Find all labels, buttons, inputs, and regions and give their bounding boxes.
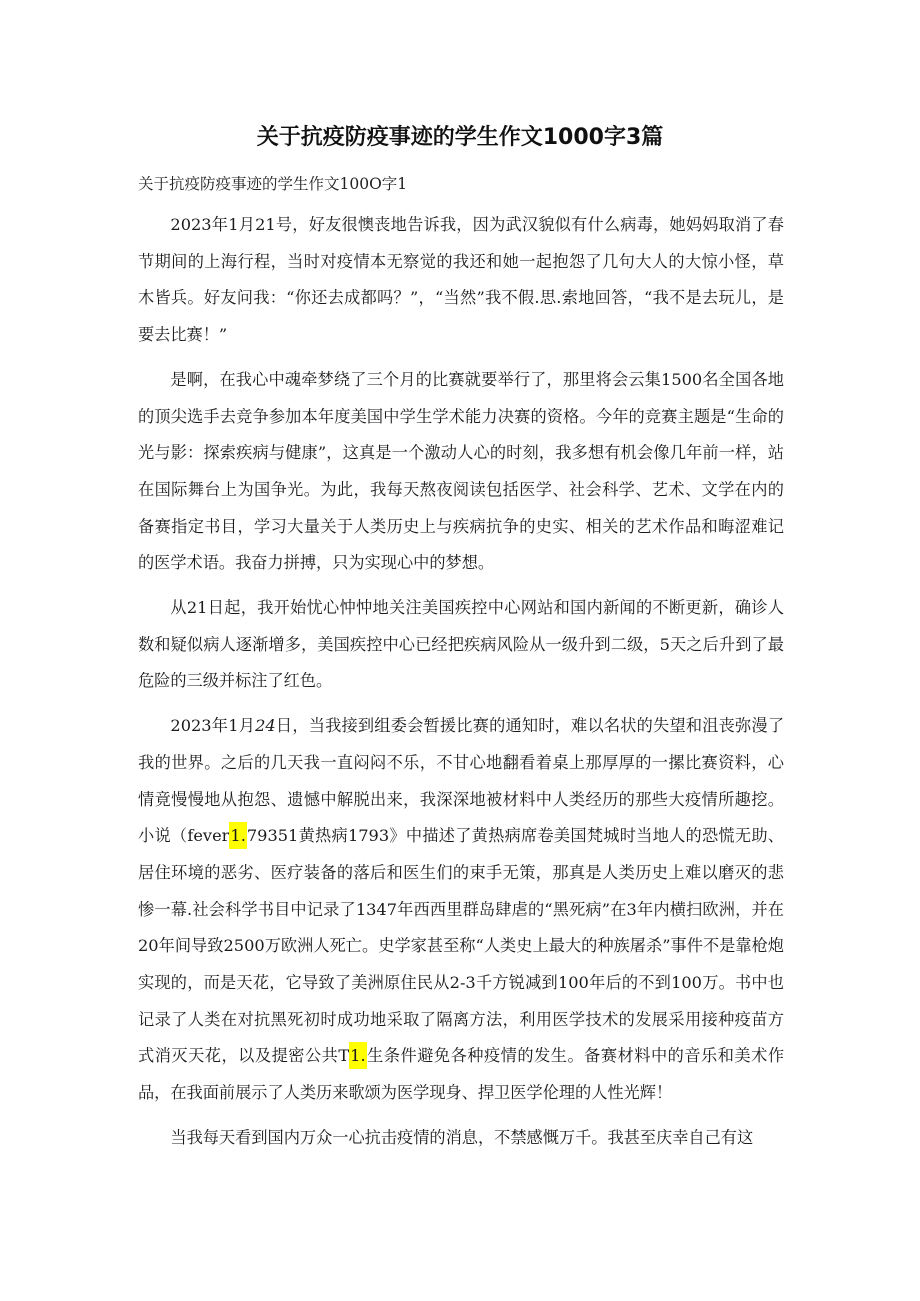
document-title: 关于抗疫防疫事迹的学生作文1000字3篇	[256, 125, 664, 150]
essay-body	[138, 207, 784, 1157]
paragraph-4-part-d: 79351黄热病1793》中描述了黄热病席卷美国梵城时当地人的恐慌无助、居住环境的恶劣、医疗装备的落后和医生们的束手无策，那真是人类历史上难以磨灭的悲惨一幕.社会科学书目中记录了1347年西西里群岛肆虐的“黑死病”在3年内横扫欧洲，并在20年间导致2500万欧洲人死亡。史学家甚至称“人类史上最大的种族屠杀”事件不是靠枪炮实现的，而是天花，它导致了美洲原住民从2-3千方锐减到100年后的不到100万。书中也记录了人类在对抗黑死初时成功地采取了隔离方法，利用医学技术的发展采用接种疫苗方式消灭天花，以及提密公共T	[138, 826, 784, 1066]
paragraph-1: 2023年1月21号，好友很懊丧地告诉我，因为武汉貌似有什么病毒，她妈妈取消了春节期间的上海行程，当时对疫情本无察觉的我还和她一起抱怨了几句大人的大惊小怪，草木皆兵。好友问我：“你还去成都吗？”，“当然”我不假.思.索地回答，“我不是去玩儿，是要去比赛！”	[138, 215, 784, 345]
paragraph-4	[138, 708, 784, 1112]
paragraph-4-italic-day: 24	[255, 716, 276, 736]
highlighted-text-1: 1.	[229, 822, 246, 849]
paragraph-2: 是啊，在我心中魂牵梦绕了三个月的比赛就要举行了，那里将会云集1500名全国各地的顶尖选手去竞争参加本年度美国中学生学术能力决赛的资格。今年的竞赛主题是“生命的光与影：探索疾病与健康”，这真是一个激动人心的时刻，我多想有机会像几年前一样，站在国际舞台上为国争光。为此，我每天熬夜阅读包括医学、社会科学、艺术、文学在内的备赛指定书目，学习大量关于人类历史上与疾病抗争的史实、相关的艺术作品和晦涩难记的医学术语。我奋力拼搏，只为实现心中的梦想。	[138, 369, 784, 573]
paragraph-4-part-c: 日，当我接到组委会暂援比赛的通知时，难以名状的失望和沮丧弥漫了我的世界。之后的几天我一直闷闷不乐，不甘心地翻看着桌上那厚厚的一摞比赛资料，心情竟慢慢地从抱怨、遗憾中解脱出来，我深深地被材料中人类经历的那些大疫情所趣挖。小说（fever	[138, 716, 785, 846]
paragraph-3: 从21日起，我开始忧心忡忡地关注美国疾控中心网站和国内新闻的不断更新，确诊人数和疑似病人逐渐增多，美国疾控中心已经把疾病风险从一级升到二级，5天之后升到了最危险的三级并标注了红色。	[138, 598, 784, 691]
paragraph-4-part-e: 生条件避免各种疫情的发生。备赛材料中的音乐和美术作品，在我面前展示了人类历来歌颂为医学现身、捍卫医学伦理的人性光辉！	[138, 1046, 785, 1103]
highlighted-text-2: 1.	[349, 1042, 366, 1069]
paragraph-4-part-a: 2023年1月	[170, 716, 256, 736]
paragraph-5: 当我每天看到国内万众一心抗击疫情的消息，不禁感慨万千。我甚至庆幸自己有这	[170, 1127, 754, 1147]
essay-subtitle: 关于抗疫防疫事迹的学生作文100O字1	[138, 175, 408, 193]
